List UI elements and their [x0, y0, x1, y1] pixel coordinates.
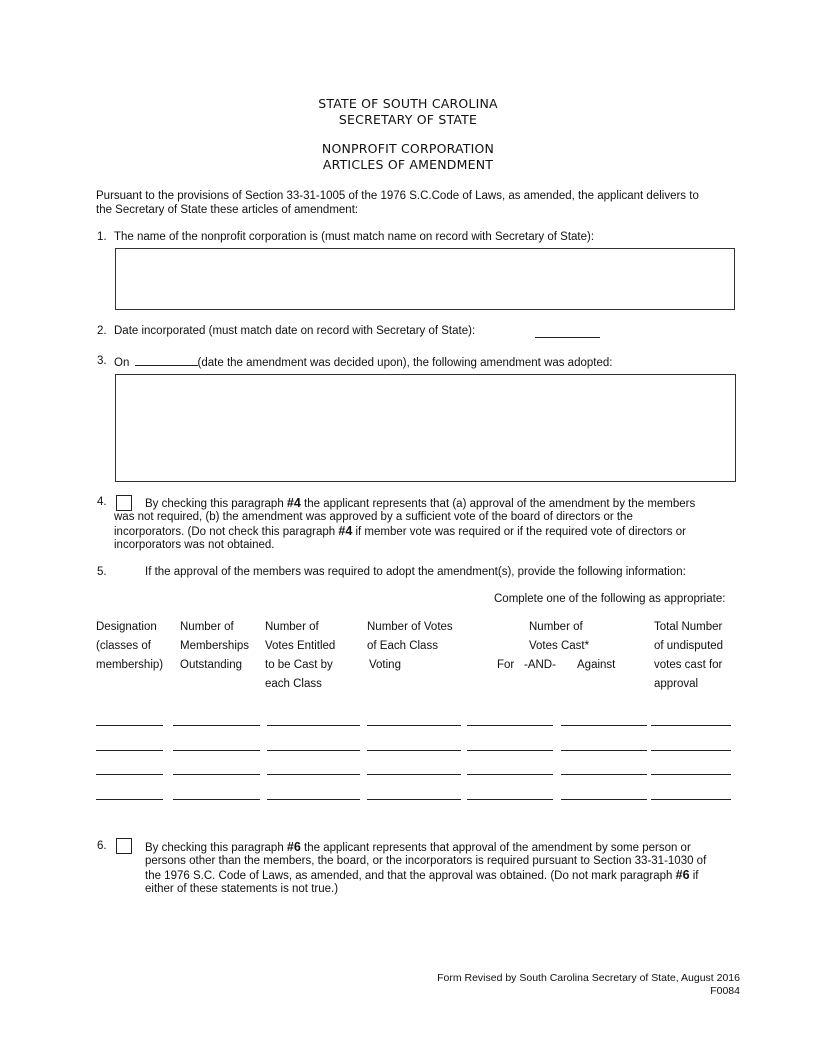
footer-revision: Form Revised by South Carolina Secretary of State, August 2016: [437, 972, 740, 984]
col5-l2: Votes Cast*: [529, 640, 590, 652]
table-blank-votes-entitled-row4[interactable]: [267, 799, 360, 800]
paragraph6-checkbox[interactable]: [116, 838, 132, 854]
item3-on: On: [114, 357, 130, 369]
amendment-date-field[interactable]: [135, 355, 198, 366]
table-blank-votes-for-row1[interactable]: [467, 725, 553, 726]
footer: [437, 972, 740, 998]
col1-l2: (classes of: [96, 640, 151, 652]
col-votes-each-class: [367, 618, 453, 675]
col2-l2: Memberships: [180, 640, 250, 652]
item6-number: 6.: [97, 840, 107, 852]
complete-instruction: Complete one of the following as appropriate:: [494, 593, 726, 605]
item4-hash-2: #4: [338, 524, 353, 538]
item4-l1a: By checking this paragraph: [145, 498, 284, 510]
table-blank-votes-against-row4[interactable]: [561, 799, 647, 800]
item4-line-1: [145, 496, 745, 511]
item6-hash-2: #6: [675, 868, 690, 882]
item2-label: Date incorporated (must match date on record with Secretary of State):: [114, 325, 476, 337]
item6-l3b: if: [692, 870, 699, 882]
date-incorporated-field[interactable]: [535, 337, 600, 338]
intro-paragraph: [96, 189, 756, 217]
item6-line-2: persons other than the members, the board, or the incorporators is required pursuant to Section 33-31-1030 of: [145, 855, 707, 867]
item6-line-1: [145, 840, 691, 855]
item5-label: If the approval of the members was required to adopt the amendment(s), provide the following information:: [145, 566, 686, 578]
table-blank-votes-for-row2[interactable]: [467, 750, 553, 751]
table-blank-memberships-row4[interactable]: [173, 799, 260, 800]
table-blank-total-row1[interactable]: [651, 725, 731, 726]
item6-line-3: [145, 868, 698, 883]
col3-l2: Votes Entitled: [265, 640, 336, 652]
item2-number: 2.: [97, 325, 107, 337]
col-designation: [96, 618, 163, 675]
table-blank-votes-against-row2[interactable]: [561, 750, 647, 751]
col4-l3: Voting: [369, 659, 401, 671]
table-blank-total-row2[interactable]: [651, 750, 731, 751]
item1-number: 1.: [97, 231, 107, 243]
item1-label: The name of the nonprofit corporation is (must match name on record with Secretary of State):: [114, 231, 595, 243]
table-blank-memberships-row1[interactable]: [173, 725, 260, 726]
item4-number: 4.: [97, 496, 107, 508]
footer-form-number: F0084: [710, 985, 740, 997]
col5-and: -AND-: [524, 659, 556, 671]
item4-hash: #4: [286, 496, 301, 510]
header-state: STATE OF SOUTH CAROLINA: [318, 96, 498, 111]
table-blank-designation-row2[interactable]: [96, 750, 163, 751]
table-blank-votes-against-row1[interactable]: [561, 725, 647, 726]
corporation-name-field[interactable]: [115, 248, 735, 310]
header-nonprofit: NONPROFIT CORPORATION: [321, 141, 495, 156]
table-blank-total-row4[interactable]: [651, 799, 731, 800]
item3-text: (date the amendment was decided upon), the following amendment was adopted:: [197, 357, 613, 369]
item6-l1a: By checking this paragraph: [145, 842, 284, 854]
col6-l4: approval: [654, 678, 699, 690]
col1-l1: Designation: [96, 621, 157, 633]
item5-number: 5.: [97, 566, 107, 578]
col2-l3: Outstanding: [180, 659, 243, 671]
amendment-text-field[interactable]: [115, 374, 736, 482]
item6-l3a: the 1976 S.C. Code of Laws, as amended, and that the approval was obtained. (Do not mark paragraph: [145, 870, 673, 882]
col3-l1: Number of: [265, 621, 319, 633]
table-blank-votes-entitled-row2[interactable]: [267, 750, 360, 751]
col1-l3: membership): [96, 659, 164, 671]
table-blank-designation-row3[interactable]: [96, 774, 163, 775]
table-blank-votes-against-row3[interactable]: [561, 774, 647, 775]
table-blank-votes-each-class-row1[interactable]: [367, 725, 461, 726]
table-blank-votes-each-class-row4[interactable]: [367, 799, 461, 800]
table-blank-total-row3[interactable]: [651, 774, 731, 775]
col6-l1: Total Number: [654, 621, 723, 633]
col6-l2: of undisputed: [654, 640, 724, 652]
item6-hash: #6: [286, 840, 301, 854]
item6-l1b: the applicant represents that approval of the amendment by some person or: [304, 842, 691, 854]
table-blank-votes-each-class-row3[interactable]: [367, 774, 461, 775]
header-articles: ARTICLES OF AMENDMENT: [322, 157, 494, 172]
col-total: [654, 618, 723, 694]
item3-label: [114, 355, 612, 369]
table-blank-votes-for-row3[interactable]: [467, 774, 553, 775]
paragraph4-checkbox[interactable]: [116, 495, 132, 511]
col6-l3: votes cast for: [654, 659, 723, 671]
item4-line-4: incorporators was not obtained.: [114, 539, 275, 551]
col3-l3: to be Cast by: [265, 659, 333, 671]
table-blank-memberships-row3[interactable]: [173, 774, 260, 775]
col3-l4: each Class: [265, 678, 322, 690]
col4-l1: Number of Votes: [367, 621, 453, 633]
col5-l1: Number of: [529, 621, 583, 633]
col5-for: For: [497, 659, 515, 671]
col-memberships: [180, 618, 249, 675]
table-blank-memberships-row2[interactable]: [173, 750, 260, 751]
table-blank-votes-entitled-row3[interactable]: [267, 774, 360, 775]
item4-line-2: was not required, (b) the amendment was approved by a sufficient vote of the board of directors or the: [114, 511, 633, 523]
item4-l3b: if member vote was required or if the required vote of directors or: [355, 526, 686, 538]
item3-number: 3.: [97, 355, 107, 367]
table-blank-votes-for-row4[interactable]: [467, 799, 553, 800]
col-votes-entitled: [265, 618, 335, 694]
item6-line-4: either of these statements is not true.): [145, 883, 339, 895]
item4-l1b: the applicant represents that (a) approval of the amendment by the members: [304, 498, 696, 510]
item4-line-3: [114, 524, 686, 539]
intro-line-2: the Secretary of State these articles of amendment:: [96, 204, 359, 216]
table-blank-designation-row4[interactable]: [96, 799, 163, 800]
item4-l3a: incorporators. (Do not check this paragraph: [114, 526, 336, 538]
table-blank-votes-entitled-row1[interactable]: [267, 725, 360, 726]
intro-line-1: Pursuant to the provisions of Section 33-31-1005 of the 1976 S.C.Code of Laws, as amended, the applicant delivers to: [96, 190, 699, 202]
col2-l1: Number of: [180, 621, 234, 633]
table-blank-designation-row1[interactable]: [96, 725, 163, 726]
col5-against: Against: [577, 659, 616, 671]
header-secretary: SECRETARY OF STATE: [338, 112, 478, 127]
col4-l2: of Each Class: [367, 640, 438, 652]
table-blank-votes-each-class-row2[interactable]: [367, 750, 461, 751]
